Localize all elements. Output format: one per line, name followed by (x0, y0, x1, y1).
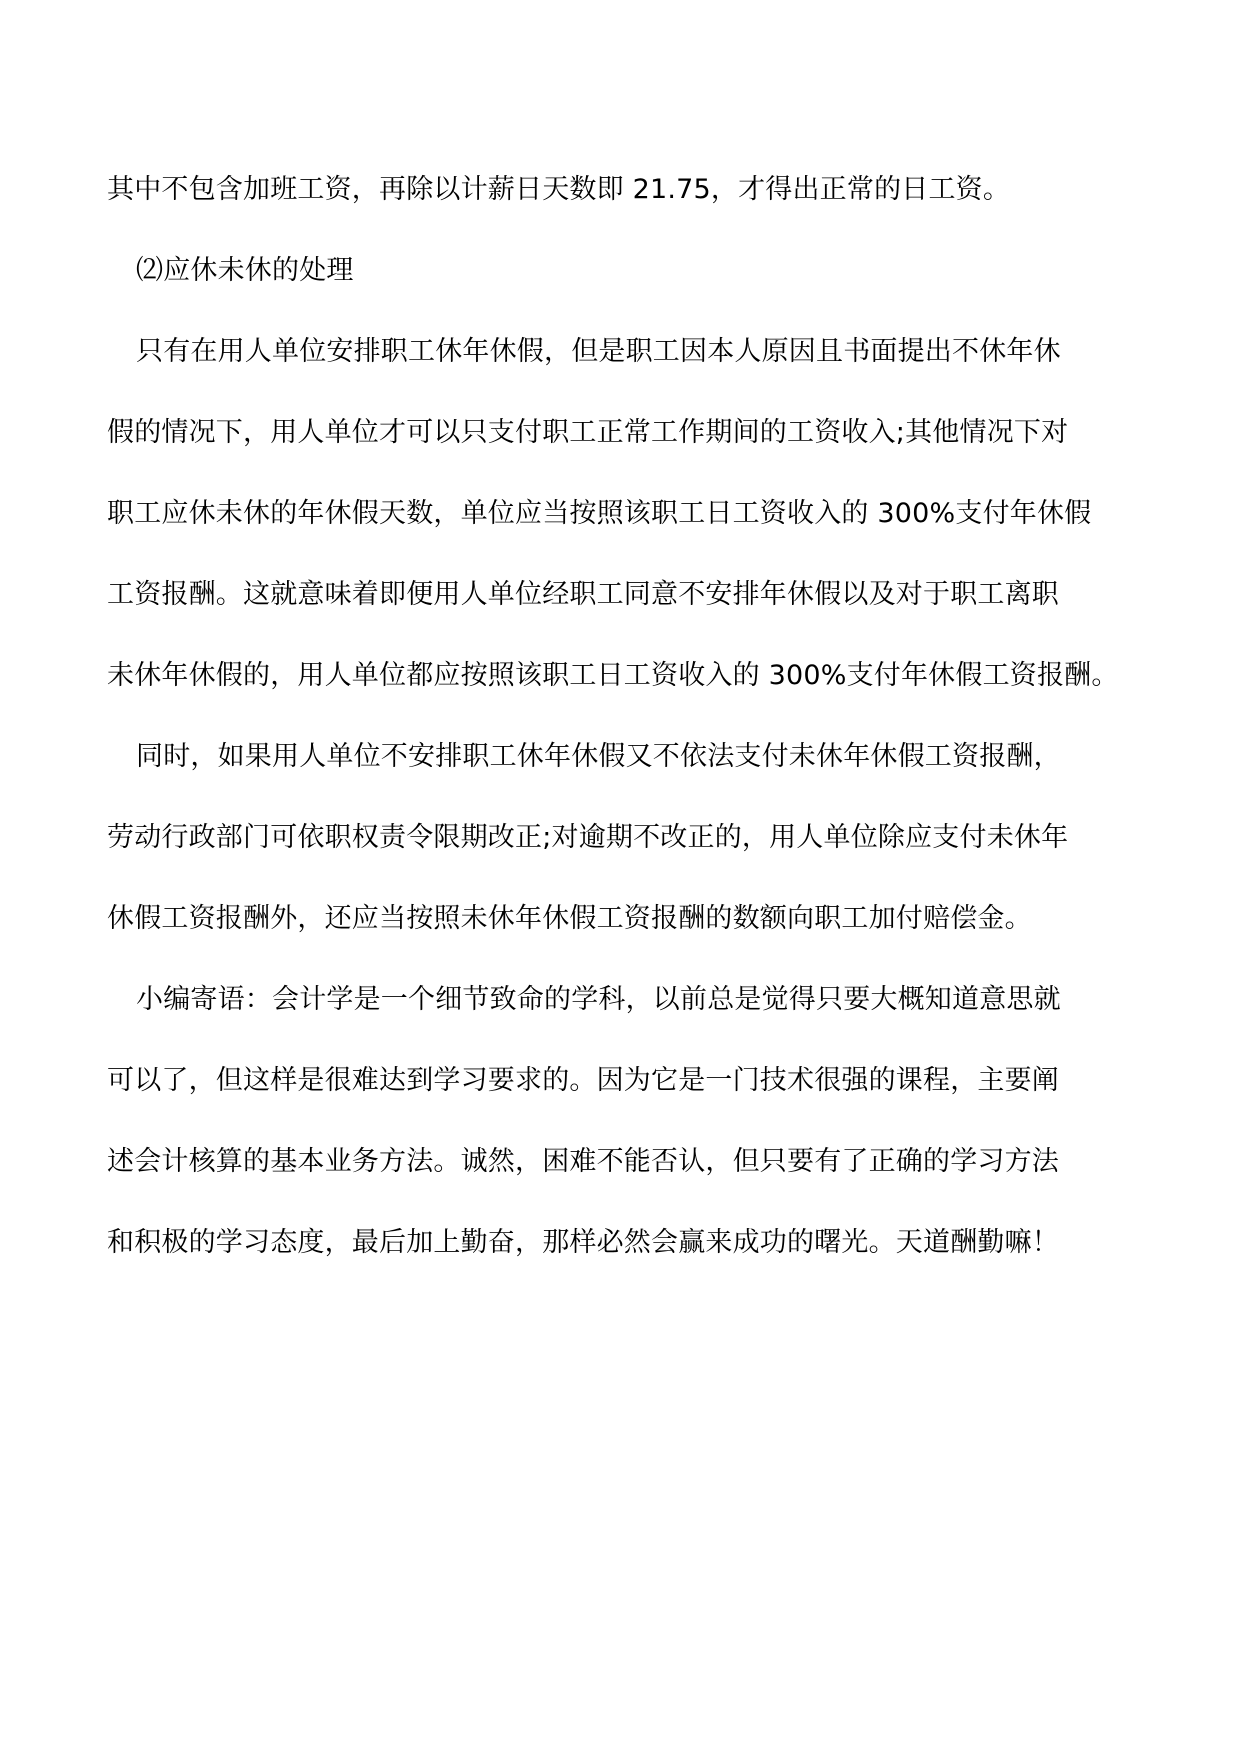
text-line: 工资报酬。这就意味着即便用人单位经职工同意不安排年休假以及对于职工离职 (107, 579, 1059, 610)
text-line: 未休年休假的，用人单位都应按照该职工日工资收入的 300%支付年休假工资报酬。 (107, 660, 1119, 691)
text-line: 述会计核算的基本业务方法。诚然，困难不能否认，但只要有了正确的学习方法 (107, 1146, 1059, 1177)
text-line: 可以了，但这样是很难达到学习要求的。因为它是一门技术很强的课程，主要阐 (107, 1065, 1059, 1096)
text-line: 假的情况下，用人单位才可以只支付职工正常工作期间的工资收入;其他情况下对 (107, 417, 1069, 448)
text-line: 其中不包含加班工资，再除以计薪日天数即 21.75，才得出正常的日工资。 (107, 174, 1011, 205)
text-line: 劳动行政部门可依职权责令限期改正;对逾期不改正的，用人单位除应支付未休年 (107, 822, 1069, 853)
text-line: 休假工资报酬外，还应当按照未休年休假工资报酬的数额向职工加付赔偿金。 (107, 903, 1032, 934)
text-line: 职工应休未休的年休假天数，单位应当按照该职工日工资收入的 300%支付年休假 (107, 498, 1092, 529)
text-line: 只有在用人单位安排职工休年休假，但是职工因本人原因且书面提出不休年休 (136, 336, 1061, 367)
text-line: 同时，如果用人单位不安排职工休年休假又不依法支付未休年休假工资报酬， (136, 741, 1061, 772)
section-heading: ⑵应休未休的处理 (136, 255, 354, 286)
text-line: 和积极的学习态度，最后加上勤奋，那样必然会赢来成功的曙光。天道酬勤嘛！ (107, 1227, 1059, 1258)
text-line: 小编寄语：会计学是一个细节致命的学科，以前总是觉得只要大概知道意思就 (136, 984, 1061, 1015)
